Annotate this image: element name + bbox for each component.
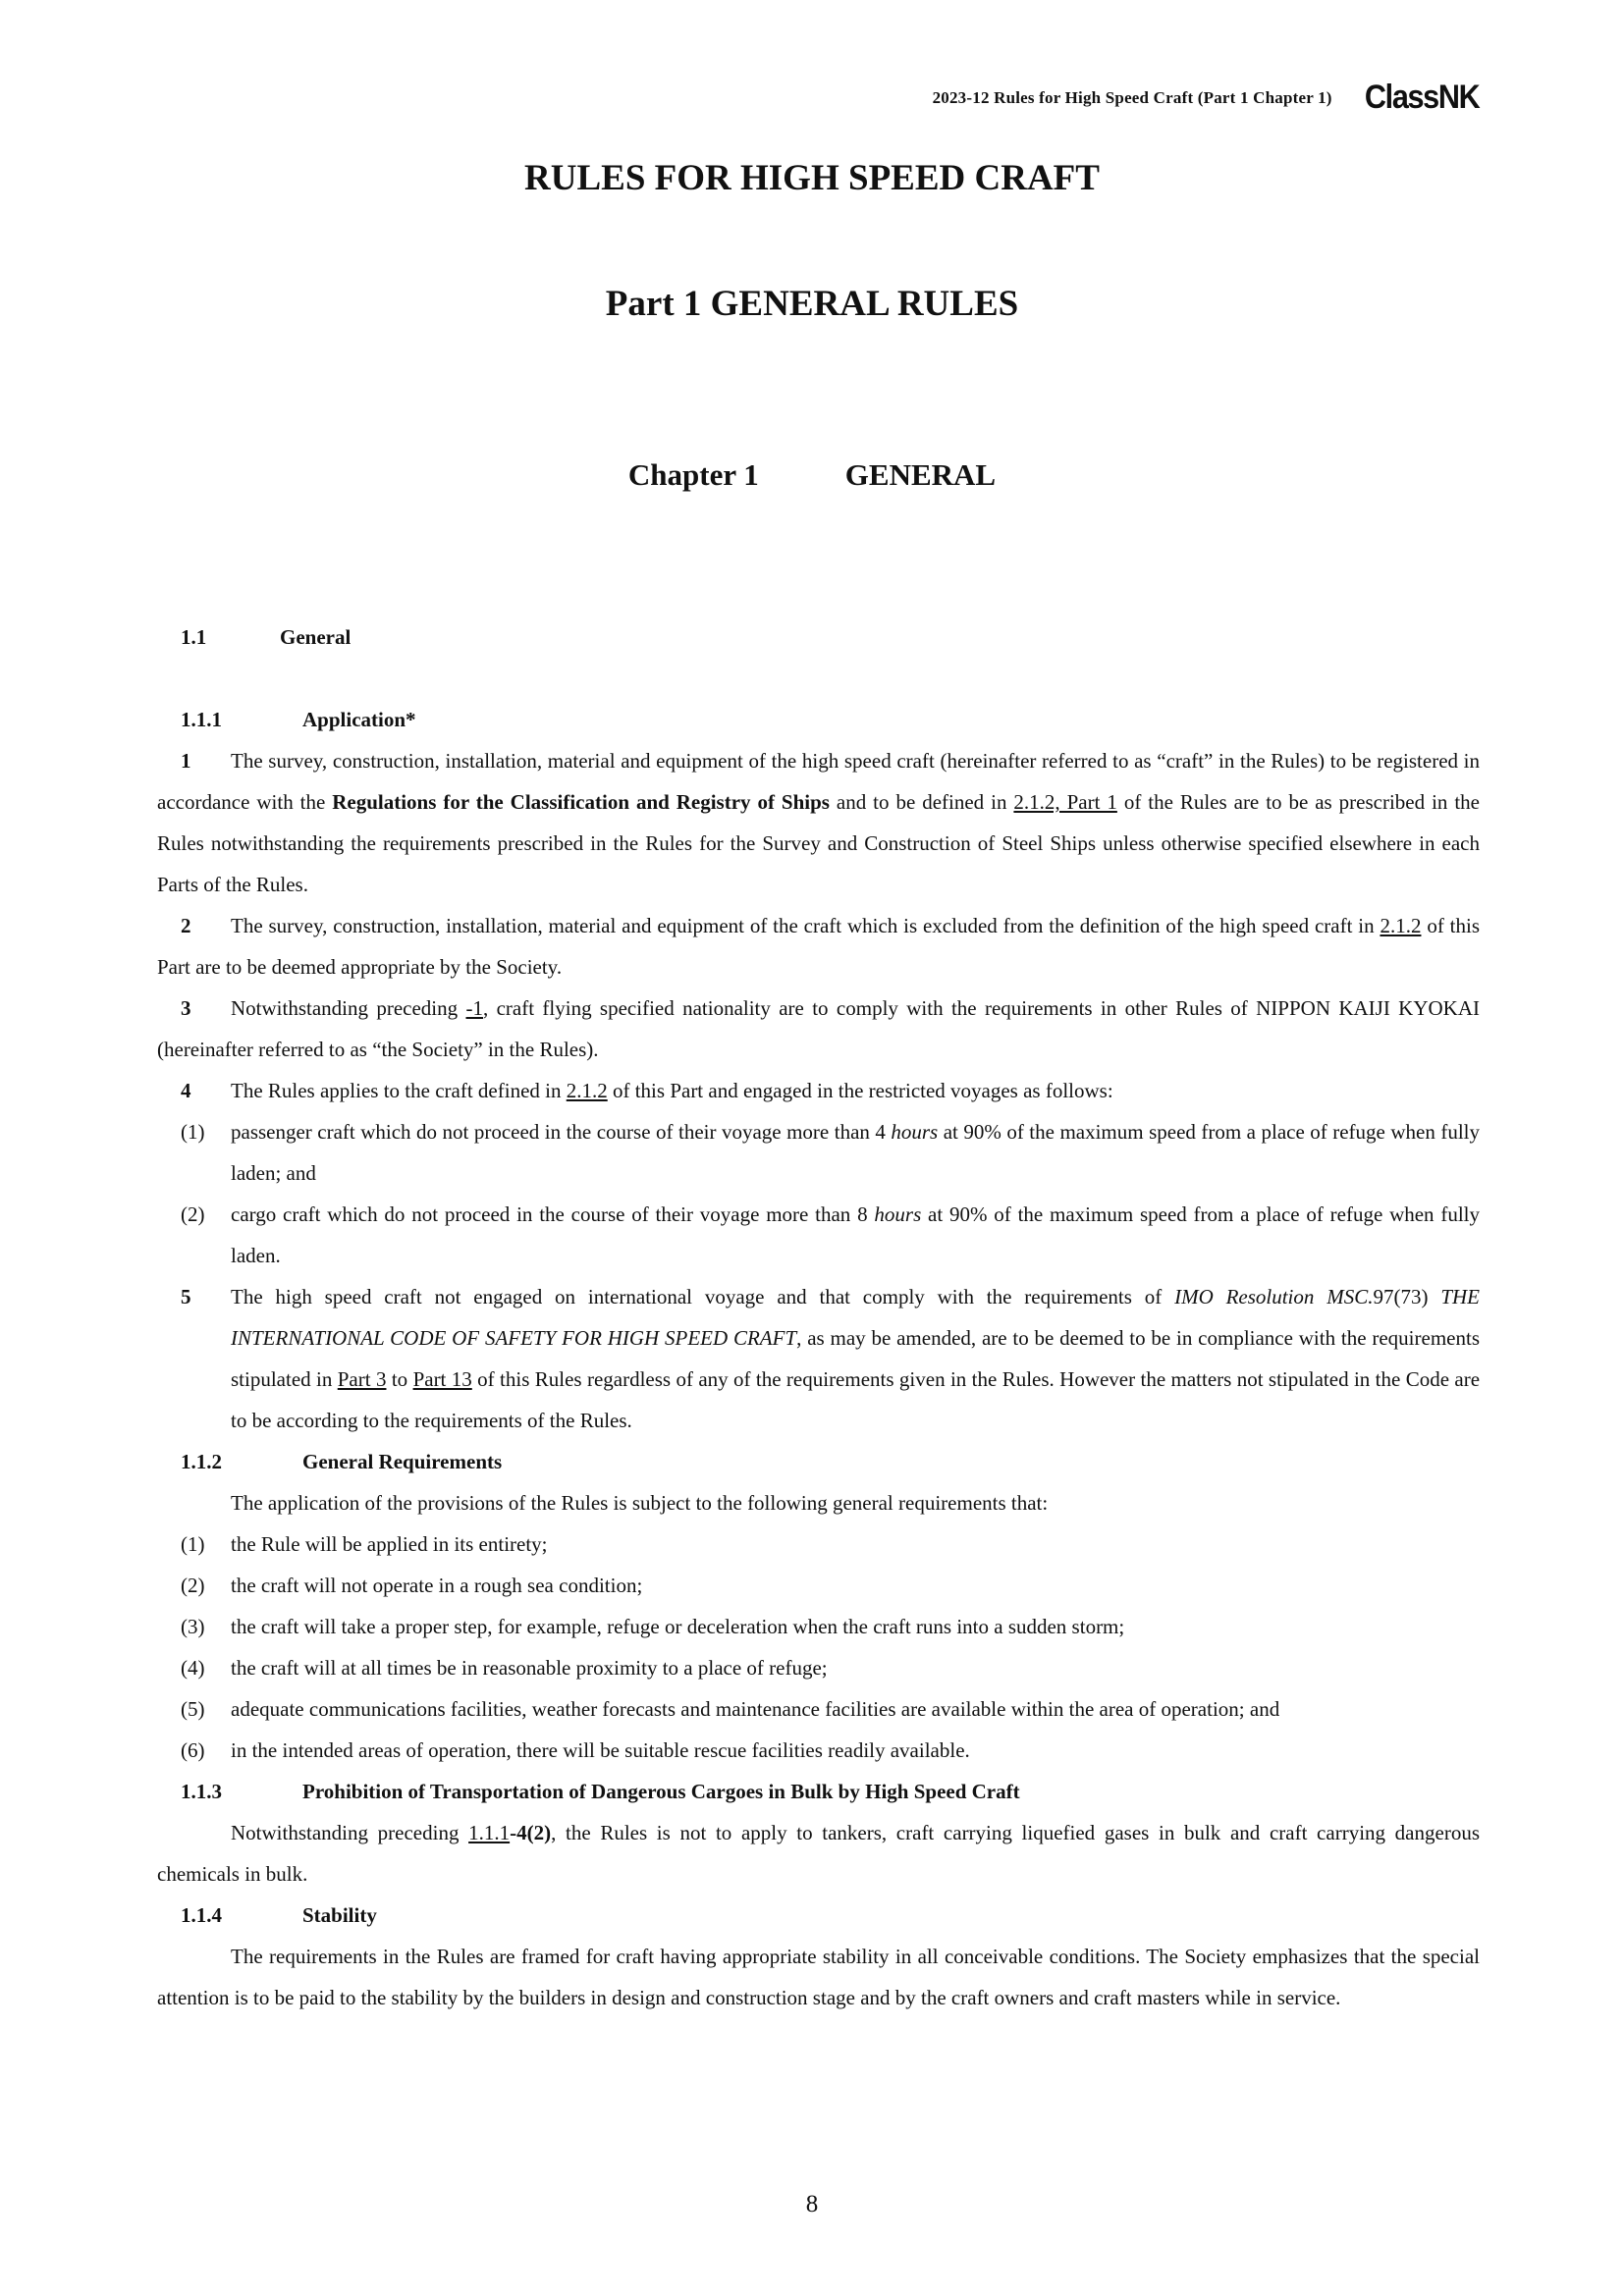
- paragraph-1: 1 The survey, construction, installation, material and equipment of the high speed craft (hereinafter referred to as “craft” in the Rules) to be registered in accordance with the Regulations for the Classification and Registry of Ships and to be defined in 2.1.2, Part 1 of the Rules are to be as prescribed in the Rules notwithstanding the requirements prescribed in the Rules for the Survey and Construction of Steel Ships unless otherwise specified elsewhere in each Parts of the Rules.: [157, 749, 1480, 896]
- list-item: (3) the craft will take a proper step, for example, refuge or deceleration when the craft runs into a sudden storm;: [181, 1615, 1125, 1638]
- link-2-1-2[interactable]: 2.1.2: [566, 1079, 608, 1102]
- running-title: 2023-12 Rules for High Speed Craft (Part 1 Chapter 1): [932, 87, 1332, 107]
- chapter-label: Chapter 1: [627, 457, 759, 492]
- list-item: (1) passenger craft which do not proceed in the course of their voyage more than 4 hours at 90% of the maximum speed from a place of refuge when fully laden; and: [181, 1120, 1480, 1185]
- section-heading-1-1: 1.1 General: [181, 625, 352, 649]
- list-item: (5) adequate communications facilities, weather forecasts and maintenance facilities are available within the area of operation; and: [181, 1697, 1280, 1721]
- paragraph-5: 5 The high speed craft not engaged on international voyage and that comply with the requirements of IMO Resolution MSC.97(73) THE INTERNATIONAL CODE OF SAFETY FOR HIGH SPEED CRAFT, as may be amended, are to be deemed to be in compliance with the requirements stipulated in Part 3 to Part 13 of this Rules regardless of any of the requirements given in the Rules. However the matters not stipulated in the Code are to be according to the requirements of the Rules.: [181, 1285, 1481, 1432]
- section-heading-1-1-4: 1.1.4 Stability: [181, 1903, 377, 1927]
- document-body: [157, 616, 1480, 2018]
- chapter-name: GENERAL: [844, 457, 997, 492]
- prohibition-paragraph: Notwithstanding preceding 1.1.1-4(2), the Rules is not to apply to tankers, craft carrying liquefied gases in bulk and craft carrying dangerous chemicals in bulk.: [157, 1821, 1480, 1886]
- link-part-3[interactable]: Part 3: [337, 1367, 387, 1391]
- section-heading-1-1-2: 1.1.2 General Requirements: [181, 1450, 503, 1473]
- stability-paragraph: The requirements in the Rules are framed for craft having appropriate stability in all conceivable conditions. The Society emphasizes that the special attention is to be paid to the stability by the builders in design and construction stage and by the craft owners and craft masters while in service.: [157, 1945, 1480, 2009]
- section-heading-1-1-1: 1.1.1 Application*: [181, 708, 416, 731]
- list-item: (6) in the intended areas of operation, there will be suitable rescue facilities readily available.: [181, 1738, 970, 1762]
- chapter-title: [0, 457, 1624, 493]
- page-number: 8: [805, 2191, 819, 2217]
- list-item: (4) the craft will at all times be in reasonable proximity to a place of refuge;: [181, 1656, 828, 1680]
- list-item: (1) the Rule will be applied in its entirety;: [181, 1532, 548, 1556]
- paragraph-2: 2 The survey, construction, installation, material and equipment of the craft which is excluded from the definition of the high speed craft in 2.1.2 of this Part are to be deemed appropriate by the Society.: [157, 914, 1480, 979]
- link-minus-1[interactable]: -1: [465, 996, 483, 1020]
- paragraph-3: 3 Notwithstanding preceding -1, craft flying specified nationality are to comply with the requirements in other Rules of NIPPON KAIJI KYOKAI (hereinafter referred to as “the Society” in the Rules).: [157, 996, 1480, 1061]
- part-title: Part 1 GENERAL RULES: [605, 284, 1019, 324]
- link-2-1-2-part-1[interactable]: 2.1.2, Part 1: [1013, 790, 1117, 814]
- link-1-1-1[interactable]: 1.1.1: [468, 1821, 511, 1844]
- link-2-1-2[interactable]: 2.1.2: [1380, 914, 1422, 937]
- page-header: [933, 79, 1479, 117]
- link-part-13[interactable]: Part 13: [412, 1367, 472, 1391]
- list-item: (2) the craft will not operate in a rough sea condition;: [181, 1574, 643, 1597]
- document-title: RULES FOR HIGH SPEED CRAFT: [524, 158, 1100, 198]
- paragraph-4: 4 The Rules applies to the craft defined in 2.1.2 of this Part and engaged in the restricted voyages as follows:: [181, 1079, 1113, 1102]
- classnk-logo: ClassNK: [1364, 79, 1479, 116]
- list-item: (2) cargo craft which do not proceed in the course of their voyage more than 8 hours at 90% of the maximum speed from a place of refuge when fully laden.: [181, 1202, 1481, 1267]
- general-requirements-intro: The application of the provisions of the Rules is subject to the following general requirements that:: [231, 1491, 1049, 1515]
- section-heading-1-1-3: 1.1.3 Prohibition of Transportation of Dangerous Cargoes in Bulk by High Speed Craft: [181, 1780, 1020, 1803]
